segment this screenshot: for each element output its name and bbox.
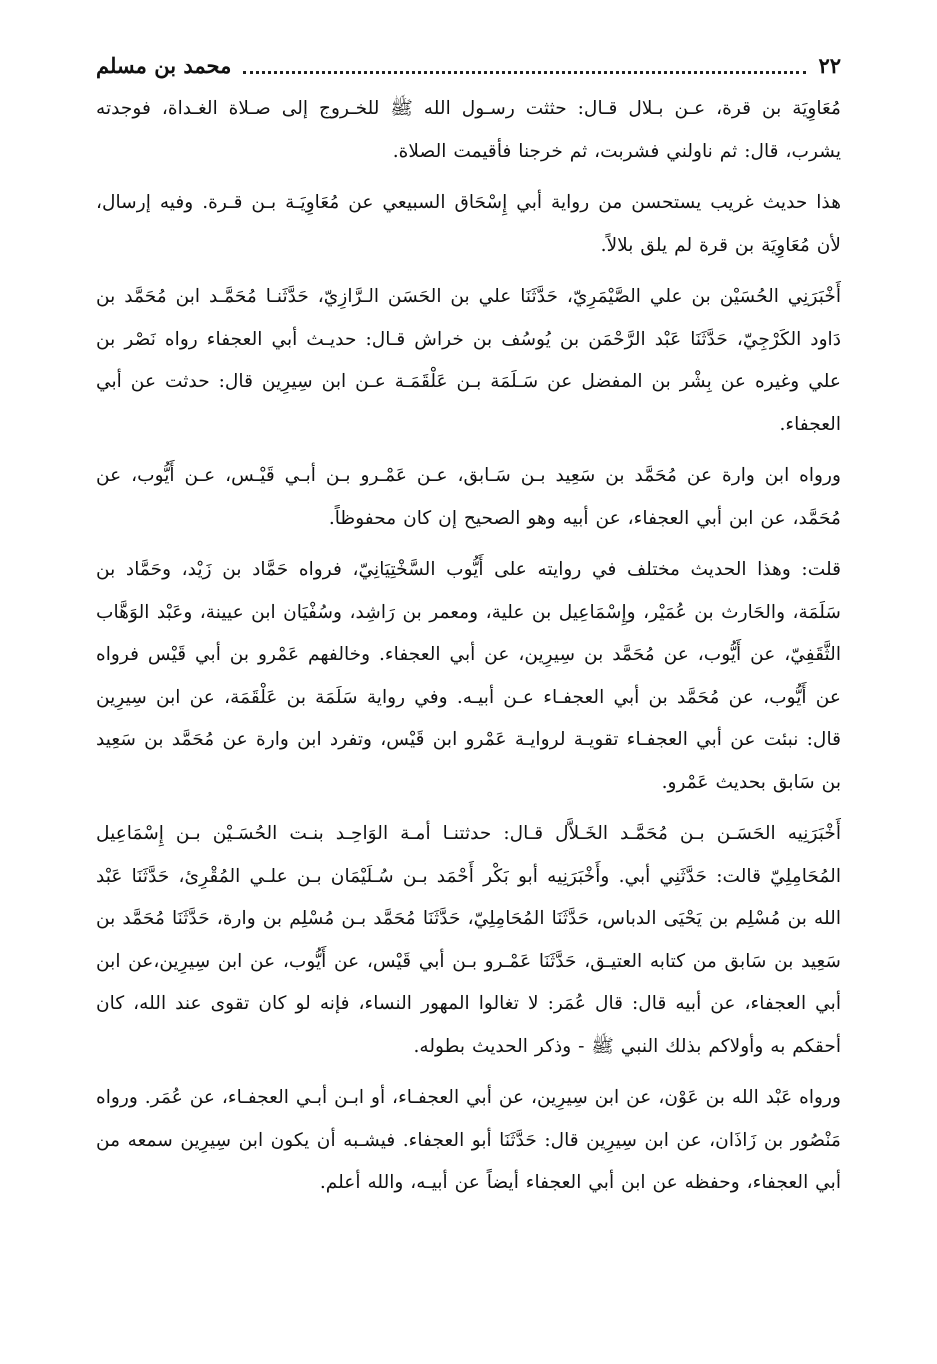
paragraph-1: مُعَاوِيَة بن قرة، عـن بـلال قـال: حثثت رسـول الله ﷺ للخـروج إلى صـلاة الغـداة، فوجدته يشرب، قال: ثم ناولني فشربت، ثم خرجنا فأقيمت الصلاة.: [96, 98, 841, 162]
running-header: [96, 44, 841, 88]
page-number: ٢٢: [818, 53, 841, 78]
header-leader-dots: [243, 71, 806, 74]
paragraph-3: أَخْبَرَنِي الحُسَيْن بن علي الصَّيْمَرِيّ، حَدَّثَنَا علي بن الحَسَن الـرَّازِيّ، حَدَّثَنـا مُحَمَّـد ابن مُحَمَّد بن دَاود الكَرْجِيّ، حَدَّثَنَا عَبْد الرَّحْمَن بن يُوسُف بن خراش قـال: حديـث أبي العجفاء رواه نَصْر بن علي وغيره عن بِشْر بن المفضل عن سَـلَمَة بـن عَلْقَمَـة عـن ابن سِيرِين قال: حدثت عن أبي العجفاء.: [96, 286, 841, 435]
paragraph-5: قلت: وهذا الحديث مختلف في روايته على أَيُّوب السَّخْتِيَانِيّ، فرواه حَمَّاد بن زَيْد، وحَمَّاد بن سَلَمَة، والحَارث بن عُمَيْر، وإِسْمَاعِيل بن علية، ومعمر بن رَاشِد، وسُفْيَان ابن عيينة، وعَبْد الوَهَّاب الثَّقَفِيّ، عن أَيُّوب، عن مُحَمَّد بن سِيرِين، عن أبي العجفاء. وخالفهم عَمْرو بن أبي قَيْس فرواه عن أَيُّوب، عن مُحَمَّد بن أبي العجفـاء عـن أبيـه. وفي رواية سَلَمَة بن عَلْقَمَة، عن ابن سِيرِين قال: نبئت عن أبي العجفـاء تقويـة لروايـة عَمْرو ابن قَيْس، وتفرد ابن وارة عن مُحَمَّد بن سَعِيد بن سَابق بحديث عَمْرو.: [96, 559, 841, 793]
paragraph-7: ورواه عَبْد الله بن عَوْن، عن ابن سِيرِين، عن أبي العجفـاء، أو ابـن أبـي العجفـاء، عن عُمَر. ورواه مَنْصُور بن زَاذَان، عن ابن سِيرِين قال: حَدَّثَنَا أبو العجفاء. فيشـبه أن يكون ابن سِيرِين سمعه من أبي العجفاء، وحفظه عن ابن أبي العجفاء أيضاً عن أبيـه، والله أعلم.: [96, 1087, 841, 1193]
document-page: [96, 44, 841, 1334]
paragraph-6: أَخْبَرَنِيه الحَسَـن بـن مُحَمَّـد الخَـلاَّل قـال: حدثتنـا أمـة الوَاحِـد بنـت الحُسَـيْن بـن إِسْمَاعِيل المُحَامِلِيّ قالت: حَدَّثَنِي أبي. وأَخْبَرَنِيه أبو بَكْر أَحْمَد بـن سُـلَيْمَان بـن علـي المُقْرِئ، حَدَّثَنَا عَبْد الله بن مُسْلِم بن يَحْيَى الدباس، حَدَّثَنَا المُحَامِلِيّ، حَدَّثَنَا مُحَمَّد بـن مُسْلِم بن وارة، حَدَّثَنَا مُحَمَّد بن سَعِيد بن سَابق من كتابه العتيـق، حَدَّثَنَا عَمْـرو بـن أبي قَيْس، عن أَيُّوب، عن ابن سِيرِين،عن ابن أبي العجفاء، عن أبيه قال: قال عُمَر: لا تغالوا المهور النساء، فإنه لو كان تقوى عند الله، كان أحقكم به وأولاكم بذلك النبي ﷺ - وذكر الحديث بطوله.: [96, 823, 841, 1057]
paragraph-4: ورواه ابن وارة عن مُحَمَّد بن سَعِيد بـن سَـابق، عـن عَمْـرو بـن أبـي قَيْـس، عـن أَيُّوب، عن مُحَمَّد، عن ابن أبي العجفاء، عن أبيه وهو الصحيح إن كان محفوظاً.: [96, 465, 841, 529]
running-title: محمد بن مسلم: [96, 53, 232, 78]
paragraph-2: هذا حديث غريب يستحسن من رواية أبي إِسْحَاق السبيعي عن مُعَاوِيَـة بـن قـرة. وفيه إرسال، لأن مُعَاوِيَة بن قرة لم يلق بلالاً.: [96, 192, 841, 256]
